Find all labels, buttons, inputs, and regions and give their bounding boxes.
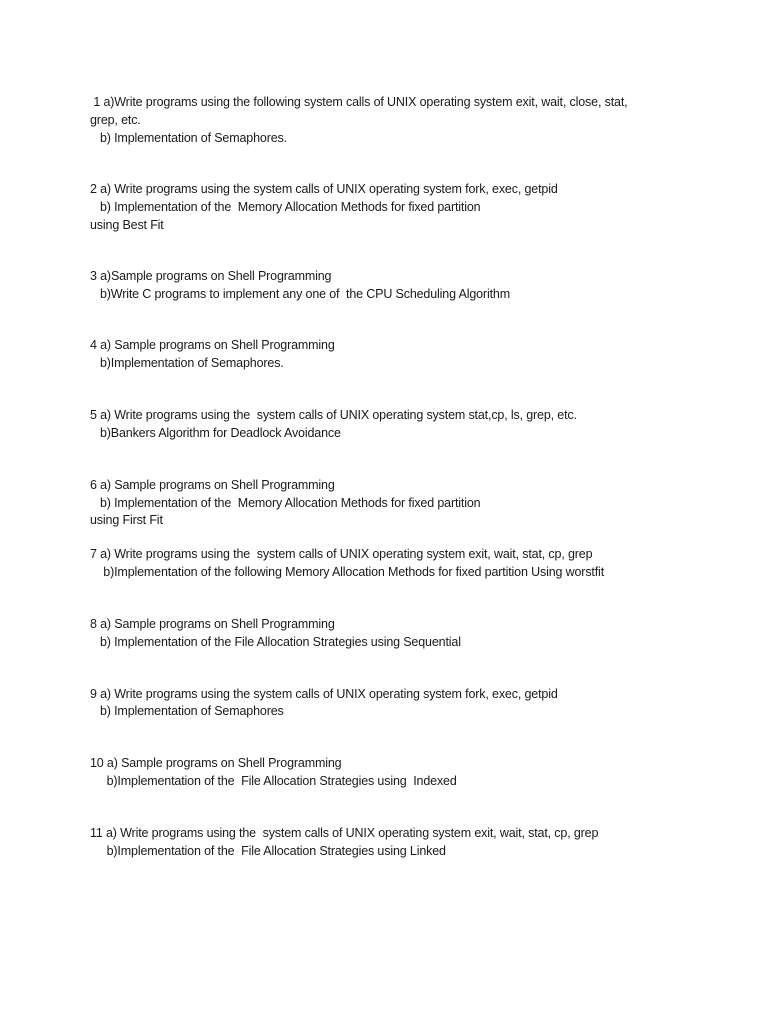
item-1-line-b: b) Implementation of Semaphores. <box>90 131 287 145</box>
item-6-line-a: 6 a) Sample programs on Shell Programming <box>90 478 335 492</box>
item-7-line-a: 7 a) Write programs using the system calls of UNIX operating system exit, wait, stat, cp, grep <box>90 547 593 561</box>
item-2-line-b: b) Implementation of the Memory Allocation Methods for fixed partition <box>90 200 481 214</box>
item-10-line-b: b)Implementation of the File Allocation Strategies using Indexed <box>90 774 457 788</box>
item-6-line-b: b) Implementation of the Memory Allocation Methods for fixed partition <box>90 496 481 510</box>
item-10-line-a: 10 a) Sample programs on Shell Programming <box>90 756 342 770</box>
item-8-line-a: 8 a) Sample programs on Shell Programming <box>90 617 335 631</box>
item-8-line-b: b) Implementation of the File Allocation Strategies using Sequential <box>90 635 461 649</box>
item-7-line-b: b)Implementation of the following Memory Allocation Methods for fixed partition Using worstfit <box>90 565 605 579</box>
item-2-line-b-cont: using Best Fit <box>90 218 164 232</box>
item-3-line-b: b)Write C programs to implement any one of the CPU Scheduling Algorithm <box>90 287 510 301</box>
item-2-line-a: 2 a) Write programs using the system calls of UNIX operating system fork, exec, getpid <box>90 182 558 196</box>
item-1-line-a: 1 a)Write programs using the following system calls of UNIX operating system exit, wait, close, stat, <box>90 95 628 109</box>
item-9-line-b: b) Implementation of Semaphores <box>90 704 284 718</box>
item-9-line-a: 9 a) Write programs using the system calls of UNIX operating system fork, exec, getpid <box>90 687 558 701</box>
item-11-line-b: b)Implementation of the File Allocation Strategies using Linked <box>90 844 446 858</box>
item-5-line-b: b)Bankers Algorithm for Deadlock Avoidance <box>90 426 341 440</box>
item-4-line-a: 4 a) Sample programs on Shell Programming <box>90 338 335 352</box>
item-1-line-a-cont: grep, etc. <box>90 113 141 127</box>
item-6-line-b-cont: using First Fit <box>90 513 163 527</box>
item-3-line-a: 3 a)Sample programs on Shell Programming <box>90 269 332 283</box>
item-4-line-b: b)Implementation of Semaphores. <box>90 356 284 370</box>
item-11-line-a: 11 a) Write programs using the system calls of UNIX operating system exit, wait, stat, cp, grep <box>90 826 599 840</box>
item-5-line-a: 5 a) Write programs using the system calls of UNIX operating system stat,cp, ls, grep, etc. <box>90 408 577 422</box>
